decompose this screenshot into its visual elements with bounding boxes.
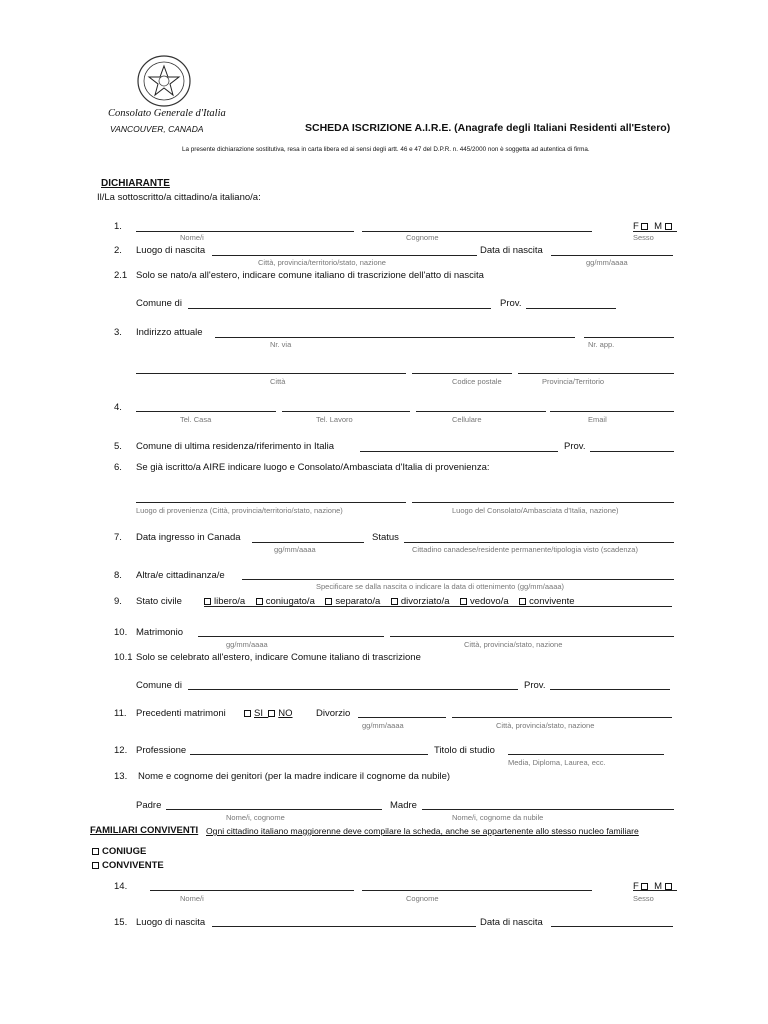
italian-republic-emblem — [136, 54, 192, 108]
cellulare-hint: Cellulare — [452, 415, 482, 424]
familiari-heading: FAMILIARI CONVIVENTI — [90, 825, 199, 836]
matrimonio-luogo-field[interactable] — [390, 636, 674, 637]
option-libero: libero/a — [214, 596, 246, 607]
data-nascita-field[interactable] — [551, 255, 673, 256]
checkbox[interactable] — [519, 598, 526, 605]
nr-app-hint: Nr. app. — [588, 340, 615, 349]
row-number: 10. — [114, 627, 128, 638]
codice-postale-hint: Codice postale — [452, 377, 502, 386]
option-no: NO — [278, 708, 293, 719]
provincia-field[interactable] — [518, 373, 674, 374]
data-nascita-hint: gg/mm/aaaa — [586, 258, 628, 267]
familiari-note: Ogni cittadino italiano maggiorenne deve compilare la scheda, anche se appartenente allo stesso nucleo familiare — [206, 826, 639, 836]
altre-cittadinanze-field[interactable] — [242, 579, 674, 580]
convivente-option[interactable] — [92, 860, 164, 871]
sex-f-label: F — [633, 221, 639, 232]
option-coniugato: coniugato/a — [265, 596, 315, 607]
matrimonio-label: Matrimonio — [136, 627, 183, 638]
sex-m-label: M — [654, 881, 663, 892]
luogo-nascita-hint: Città, provincia/territorio/stato, nazione — [258, 258, 386, 267]
checkbox[interactable] — [244, 710, 251, 717]
cognome-field[interactable] — [362, 231, 592, 232]
madre-label: Madre — [390, 800, 417, 811]
status-field[interactable] — [404, 542, 674, 543]
matrimonio-data-hint: gg/mm/aaaa — [226, 640, 268, 649]
checkbox[interactable] — [256, 598, 263, 605]
coniuge-label: CONIUGE — [102, 846, 147, 857]
data-ingresso-hint: gg/mm/aaaa — [274, 545, 316, 554]
luogo-nascita-label: Luogo di nascita — [136, 245, 206, 256]
comune-di-label: Comune di — [136, 298, 182, 309]
dichiarante-intro: Il/La sottoscritto/a cittadino/a italiano/a: — [97, 192, 261, 203]
professione-label: Professione — [136, 745, 187, 756]
checkbox[interactable] — [665, 223, 672, 230]
nr-via-hint: Nr. via — [270, 340, 292, 349]
row-number: 14. — [114, 881, 128, 892]
row-number: 6. — [114, 462, 122, 473]
row-number: 13. — [114, 771, 128, 782]
row-number: 4. — [114, 402, 122, 413]
checkbox[interactable] — [665, 883, 672, 890]
familiare-cognome-field[interactable] — [362, 890, 592, 891]
madre-field[interactable] — [422, 809, 674, 810]
row-number: 3. — [114, 327, 122, 338]
cognome-hint: Cognome — [406, 233, 439, 242]
option-separato: separato/a — [335, 596, 381, 607]
nome-hint: Nome/i — [180, 894, 204, 903]
stato-civile-label: Stato civile — [136, 596, 182, 607]
consolato-provenienza-field[interactable] — [412, 502, 674, 503]
nome-hint: Nome/i — [180, 233, 204, 242]
madre-hint: Nome/i, cognome da nubile — [452, 813, 544, 822]
data-ingresso-label: Data ingresso in Canada — [136, 532, 241, 543]
sex-f-label: F — [633, 881, 639, 892]
prov-label: Prov. — [524, 680, 546, 691]
divorzio-data-field[interactable] — [358, 717, 446, 718]
luogo-provenienza-hint: Luogo di provenienza (Città, provincia/territorio/stato, nazione) — [136, 506, 343, 515]
familiare-nome-field[interactable] — [150, 890, 354, 891]
row-number: 7. — [114, 532, 122, 543]
row-number: 8. — [114, 570, 122, 581]
altre-cittadinanze-label: Altra/e cittadinanza/e — [136, 570, 225, 581]
ultima-residenza-label: Comune di ultima residenza/riferimento in Italia — [136, 441, 335, 452]
citta-field[interactable] — [136, 373, 406, 374]
checkbox[interactable] — [641, 223, 648, 230]
padre-field[interactable] — [166, 809, 382, 810]
checkbox[interactable] — [325, 598, 332, 605]
professione-field[interactable] — [190, 754, 428, 755]
form-note: La presente dichiarazione sostitutiva, resa in carta libera ed ai sensi degli artt. 46 e 47 del D.P.R. n. 445/2000 non è soggetta ad autentica di firma. — [182, 146, 590, 153]
prov-field[interactable] — [526, 308, 616, 309]
luogo-nascita-field[interactable] — [212, 255, 477, 256]
familiare-luogo-nascita-field[interactable] — [212, 926, 476, 927]
comune-matrimonio-field[interactable] — [188, 689, 518, 690]
sex-underline — [633, 231, 677, 232]
prec-matrimoni-options[interactable] — [244, 708, 293, 719]
luogo-nascita-label: Luogo di nascita — [136, 917, 206, 928]
solo-estero-label: Solo se nato/a all'estero, indicare comune italiano di trascrizione dell'atto di nascita — [136, 270, 484, 281]
data-ingresso-field[interactable] — [252, 542, 364, 543]
convivente-label: CONVIVENTE — [102, 860, 164, 871]
prov-label: Prov. — [564, 441, 586, 452]
divorzio-luogo-field[interactable] — [452, 717, 672, 718]
sex-m-label: M — [654, 221, 663, 232]
codice-postale-field[interactable] — [412, 373, 512, 374]
tel-casa-hint: Tel. Casa — [180, 415, 212, 424]
consolato-hint: Luogo del Consolato/Ambasciata d'Italia, nazione) — [452, 506, 619, 515]
luogo-provenienza-field[interactable] — [136, 502, 406, 503]
checkbox[interactable] — [391, 598, 398, 605]
cellulare-field[interactable] — [416, 411, 546, 412]
sesso-hint: Sesso — [633, 233, 654, 242]
divorzio-label: Divorzio — [316, 708, 351, 719]
indirizzo-app-field[interactable] — [584, 337, 674, 338]
form-title: SCHEDA ISCRIZIONE A.I.R.E. (Anagrafe degli Italiani Residenti all'Estero) — [305, 122, 671, 134]
provincia-hint: Provincia/Territorio — [542, 377, 605, 386]
row-number: 9. — [114, 596, 122, 607]
indirizzo-label: Indirizzo attuale — [136, 327, 203, 338]
matrimonio-data-field[interactable] — [198, 636, 384, 637]
stato-civile-underline — [204, 606, 672, 607]
prov-field[interactable] — [590, 451, 674, 452]
checkbox[interactable] — [460, 598, 467, 605]
row-number: 10.1 — [114, 652, 133, 663]
divorzio-data-hint: gg/mm/aaaa — [362, 721, 404, 730]
prov-field[interactable] — [550, 689, 670, 690]
padre-label: Padre — [136, 800, 162, 811]
row-number: 1. — [114, 221, 122, 232]
familiare-data-nascita-field[interactable] — [551, 926, 673, 927]
checkbox[interactable] — [204, 598, 211, 605]
tel-lavoro-field[interactable] — [282, 411, 410, 412]
titolo-studio-label: Titolo di studio — [434, 745, 495, 756]
data-nascita-label: Data di nascita — [480, 917, 543, 928]
comune-di-label: Comune di — [136, 680, 182, 691]
matrimonio-luogo-hint: Città, provincia/stato, nazione — [464, 640, 563, 649]
row-number: 2. — [114, 245, 122, 256]
padre-hint: Nome/i, cognome — [226, 813, 285, 822]
consulate-name: Consolato Generale d'Italia — [108, 108, 226, 119]
genitori-label: Nome e cognome dei genitori (per la madre indicare il cognome da nubile) — [138, 771, 451, 782]
prec-matrimoni-label: Precedenti matrimoni — [136, 708, 226, 719]
altre-cittadinanze-hint: Specificare se dalla nascita o indicare la data di ottenimento (gg/mm/aaaa) — [316, 582, 565, 591]
row-number: 2.1 — [114, 270, 128, 281]
coniuge-option[interactable] — [92, 846, 146, 857]
row-number: 12. — [114, 745, 128, 756]
data-nascita-label: Data di nascita — [480, 245, 543, 256]
email-field[interactable] — [550, 411, 674, 412]
titolo-studio-hint: Media, Diploma, Laurea, ecc. — [508, 758, 606, 767]
email-hint: Email — [588, 415, 607, 424]
comune-trascrizione-field[interactable] — [188, 308, 491, 309]
solo-celebrato-label: Solo se celebrato all'estero, indicare Comune italiano di trascrizione — [136, 652, 421, 663]
citta-hint: Città — [270, 377, 286, 386]
status-label: Status — [372, 532, 399, 543]
sex-underline — [633, 890, 677, 891]
prov-label: Prov. — [500, 298, 522, 309]
row-number: 11. — [114, 708, 127, 719]
divorzio-luogo-hint: Città, provincia/stato, nazione — [496, 721, 595, 730]
option-si: SI — [254, 708, 263, 719]
option-divorziato: divorziato/a — [400, 596, 450, 607]
row-number: 15. — [114, 917, 128, 928]
sesso-hint: Sesso — [633, 894, 654, 903]
option-convivente: convivente — [529, 596, 575, 607]
checkbox[interactable] — [641, 883, 648, 890]
status-hint: Cittadino canadese/residente permanente/tipologia visto (scadenza) — [412, 545, 638, 554]
cognome-hint: Cognome — [406, 894, 439, 903]
dichiarante-heading: DICHIARANTE — [101, 178, 170, 189]
nome-field[interactable] — [136, 231, 354, 232]
gia-iscritto-label: Se già iscritto/a AIRE indicare luogo e Consolato/Ambasciata d'Italia di provenienza: — [136, 462, 490, 473]
ultima-residenza-field[interactable] — [360, 451, 558, 452]
checkbox[interactable] — [92, 862, 99, 869]
checkbox[interactable] — [268, 710, 275, 717]
tel-lavoro-hint: Tel. Lavoro — [316, 415, 353, 424]
tel-casa-field[interactable] — [136, 411, 276, 412]
indirizzo-via-field[interactable] — [215, 337, 575, 338]
row-number: 5. — [114, 441, 122, 452]
titolo-studio-field[interactable] — [508, 754, 664, 755]
consulate-city: VANCOUVER, CANADA — [110, 124, 204, 134]
option-vedovo: vedovo/a — [470, 596, 509, 607]
checkbox[interactable] — [92, 848, 99, 855]
